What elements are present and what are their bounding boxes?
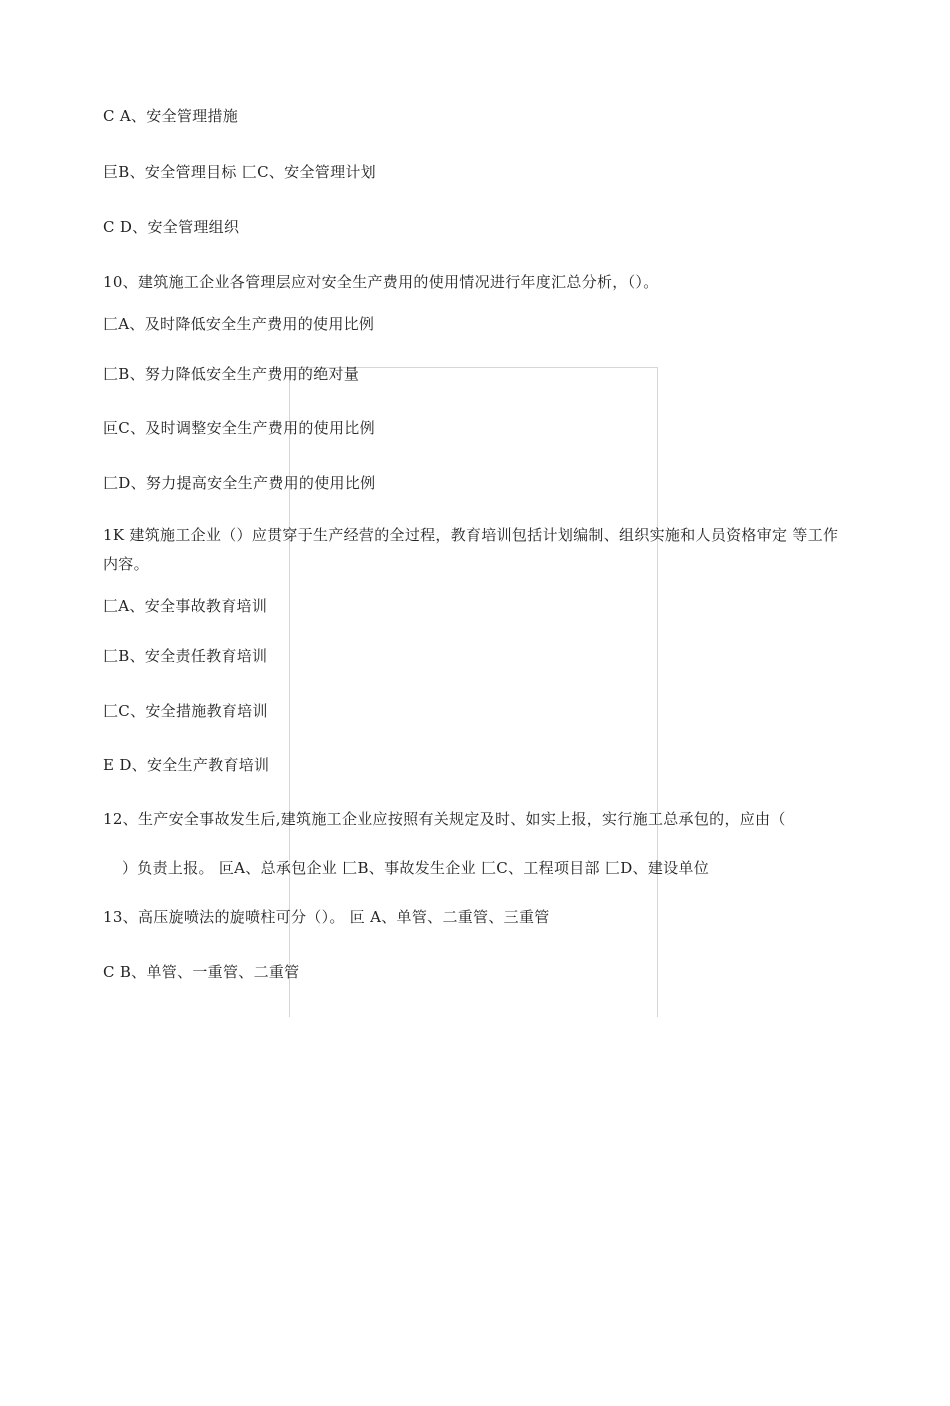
q13-option-b: C B、单管、一重管、二重管: [103, 963, 300, 981]
q9-options-b-c: 巨B、安全管理目标 匚C、安全管理计划: [103, 163, 376, 181]
q10-option-a: 匚A、及时降低安全生产费用的使用比例: [103, 315, 375, 333]
q11-question: 1K 建筑施工企业（）应贯穿于生产经营的全过程，教育培训包括计划编制、组织实施和人员资格审定 等工作内容。: [103, 526, 839, 573]
q10-option-b: 匚B、努力降低安全生产费用的绝对量: [103, 365, 360, 383]
q11-option-d: E D、安全生产教育培训: [103, 756, 270, 774]
q11-option-b: 匚B、安全责任教育培训: [103, 647, 268, 665]
q11-option-a: 匚A、安全事故教育培训: [103, 597, 268, 615]
q12-question: 12、生产安全事故发生后,建筑施工企业应按照有关规定及时、如实上报，实行施工总承包的，应由（: [103, 810, 786, 828]
q10-option-c: 叵C、及时调整安全生产费用的使用比例: [103, 419, 375, 437]
q11-option-c: 匚C、安全措施教育培训: [103, 702, 268, 720]
q10-question: 10、建筑施工企业各管理层应对安全生产费用的使用情况进行年度汇总分析，（）。: [103, 273, 659, 291]
q9-option-d: C D、安全管理组织: [103, 218, 240, 236]
q9-option-a: C A、安全管理措施: [103, 107, 239, 125]
q13-question-option-a: 13、高压旋喷法的旋喷柱可分（）。 叵 A、单管、二重管、三重管: [103, 908, 550, 926]
q12-question-options: ）负责上报。 叵A、总承包企业 匚B、事故发生企业 匚C、工程项目部 匚D、建设单位: [122, 859, 710, 877]
q10-option-d: 匚D、努力提高安全生产费用的使用比例: [103, 474, 376, 492]
